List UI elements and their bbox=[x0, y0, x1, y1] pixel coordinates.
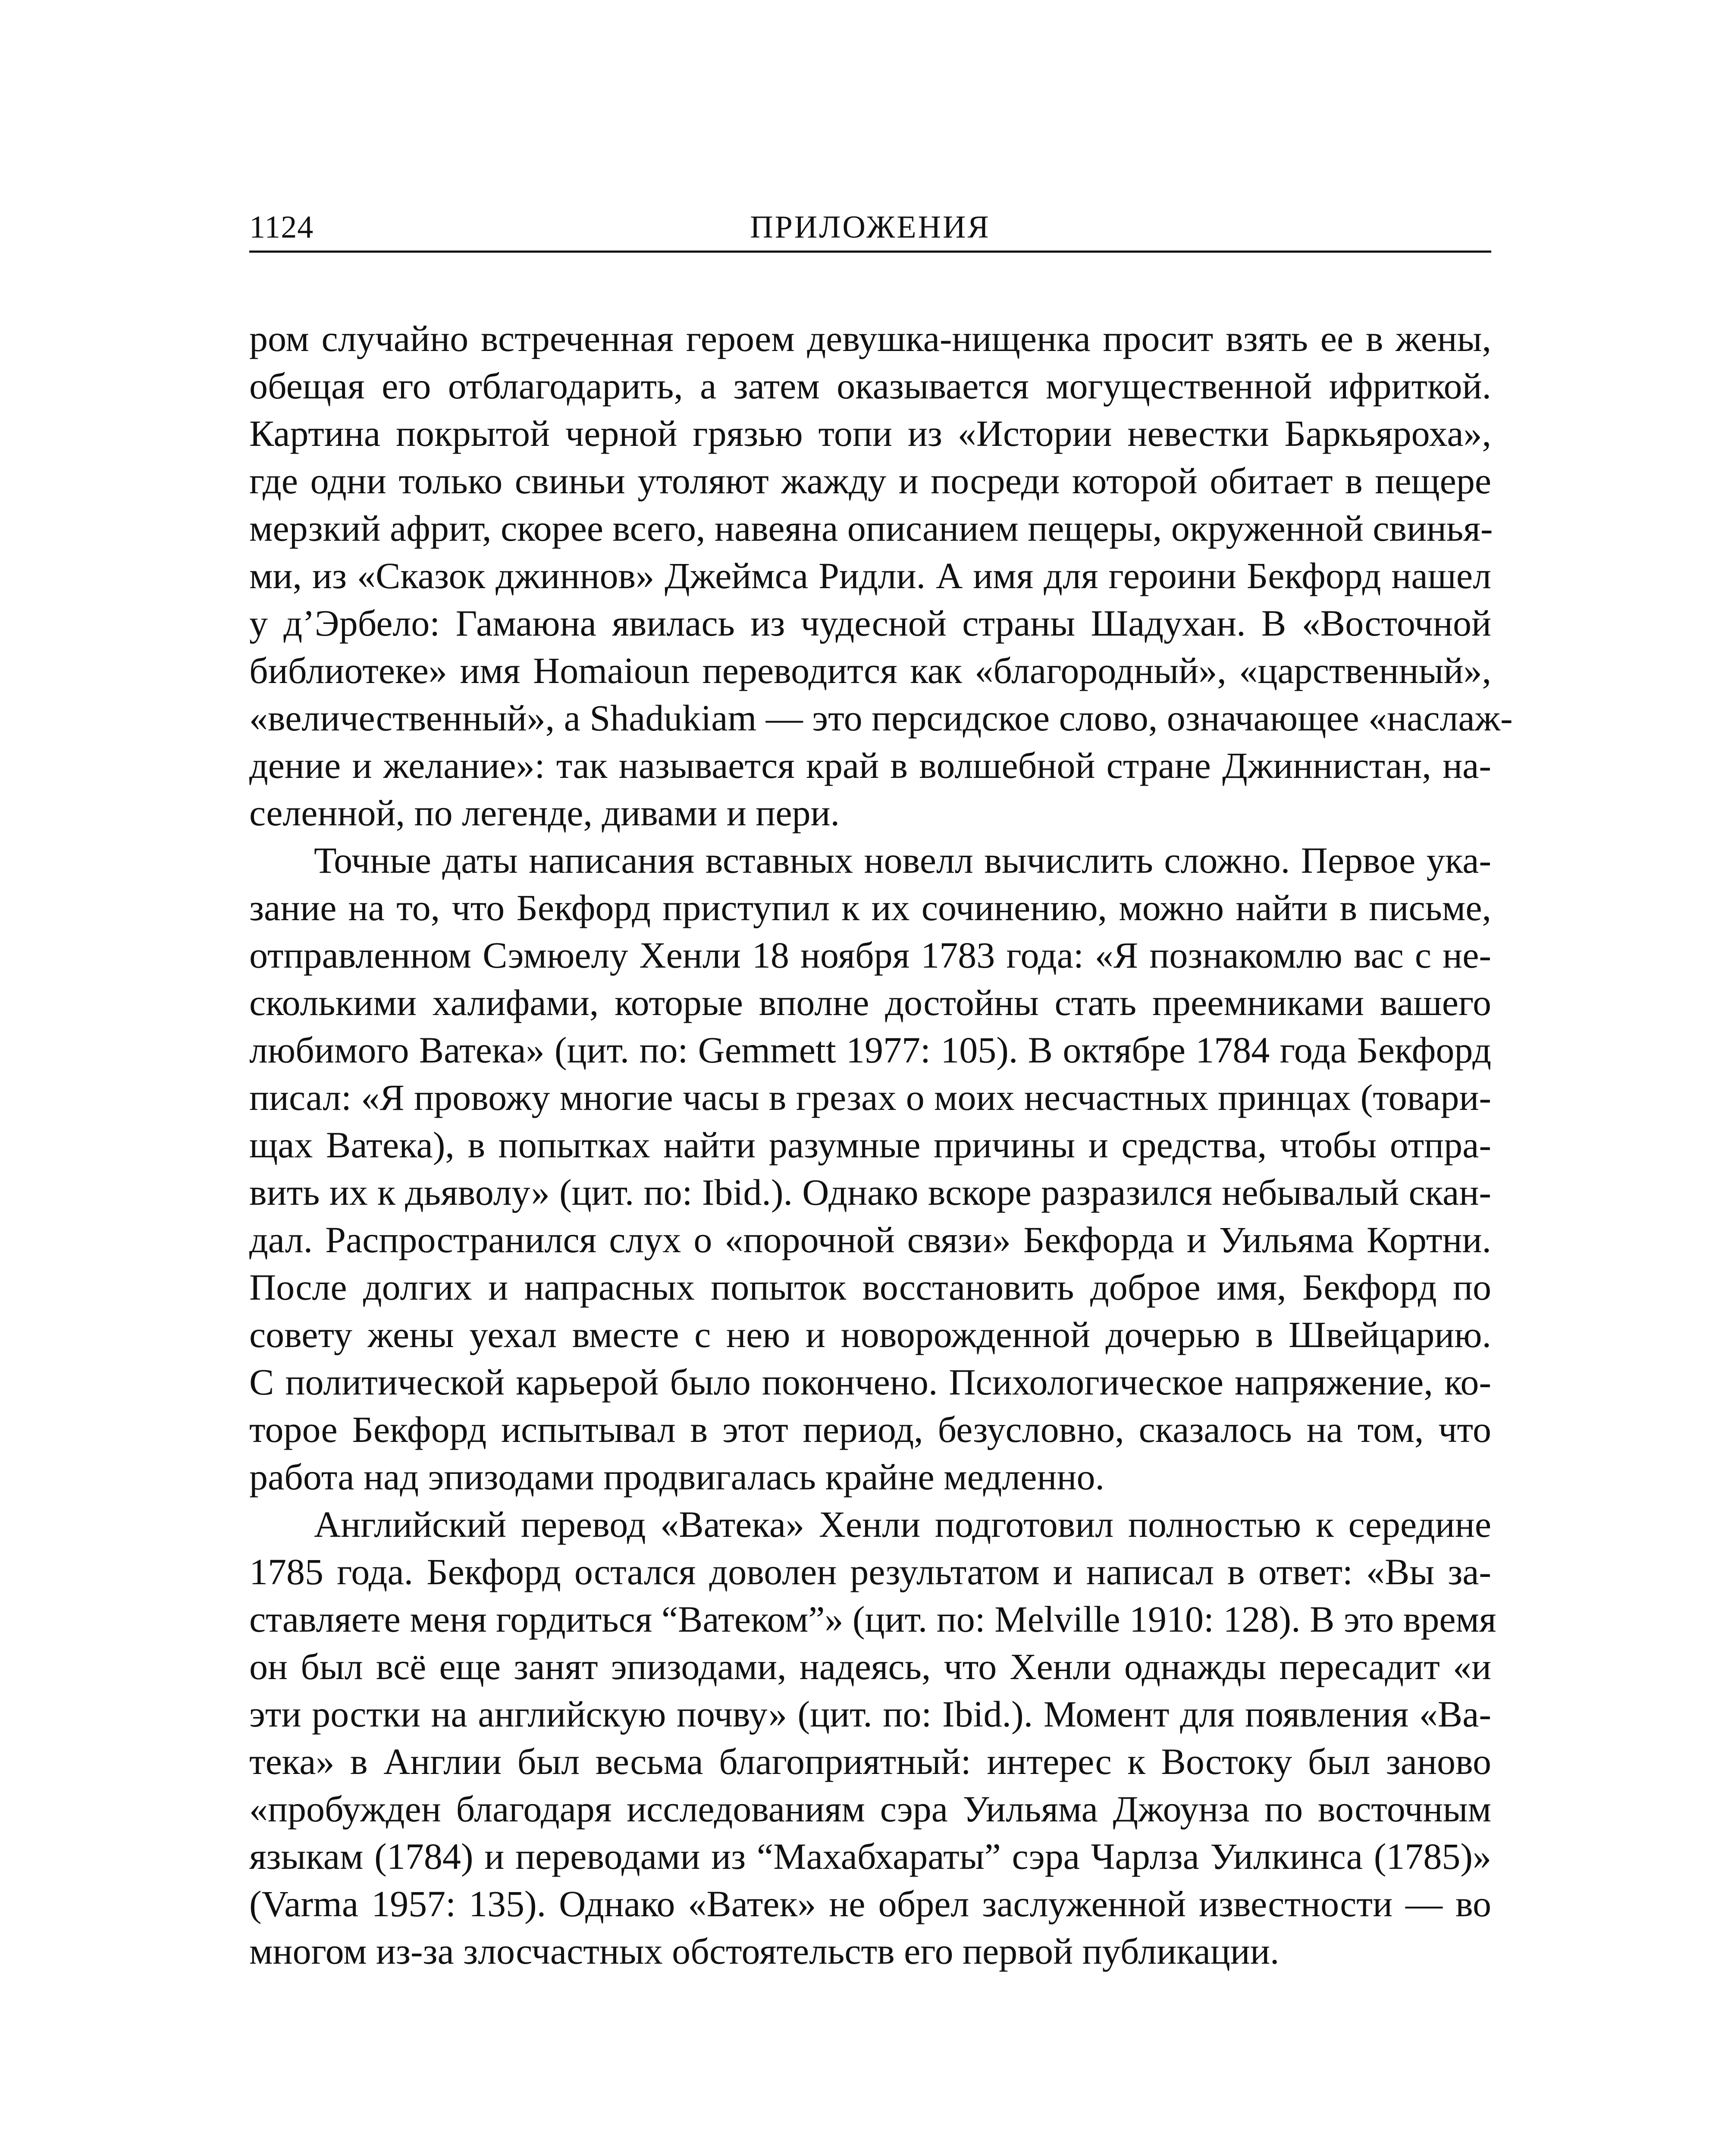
text-line: эти ростки на английскую почву» (цит. по: Ibid.). Момент для появления «Ва- bbox=[249, 1693, 1491, 1735]
text-line: ми, из «Сказок джиннов» Джеймса Ридли. А имя для героини Бекфорд нашел bbox=[249, 555, 1491, 596]
paragraph-3 bbox=[249, 1501, 1496, 1975]
text-line: торое Бекфорд испытывал в этот период, безусловно, сказалось на том, что bbox=[249, 1409, 1491, 1450]
text-line: Картина покрытой черной грязью топи из «Истории невестки Баркьяроха», bbox=[249, 413, 1491, 454]
text-line: (Varma 1957: 135). Однако «Ватек» не обрел заслуженной известности — во bbox=[249, 1883, 1491, 1924]
text-line: Английский перевод «Ватека» Хенли подготовил полностью к середине bbox=[314, 1504, 1491, 1545]
text-line: отправленном Сэмюелу Хенли 18 ноября 1783 года: «Я познакомлю вас с не- bbox=[249, 934, 1491, 976]
text-line: работа над эпизодами продвигалась крайне медленно. bbox=[249, 1456, 1104, 1498]
text-line: «пробужден благодаря исследованиям сэра Уильяма Джоунза по восточным bbox=[249, 1788, 1491, 1830]
text-line: тека» в Англии был весьма благоприятный: интерес к Востоку был заново bbox=[249, 1741, 1491, 1782]
text-line: селенной, по легенде, дивами и пери. bbox=[249, 792, 840, 834]
text-line: щах Ватека), в попытках найти разумные причины и средства, чтобы отпра- bbox=[249, 1124, 1491, 1166]
text-line: многом из-за злосчастных обстоятельств его первой публикации. bbox=[249, 1930, 1280, 1972]
paragraph-2 bbox=[249, 837, 1491, 1501]
text-line: он был всё еще занят эпизодами, надеясь, что Хенли однажды пересадит «и bbox=[249, 1646, 1491, 1687]
text-line: С политической карьерой было покончено. Психологическое напряжение, ко- bbox=[249, 1361, 1491, 1403]
text-line: мерзкий африт, скорее всего, навеяна описанием пещеры, окруженной свинья- bbox=[249, 508, 1493, 549]
text-line: совету жены уехал вместе с нею и новорожденной дочерью в Швейцарию. bbox=[249, 1314, 1491, 1355]
header-rule bbox=[249, 251, 1491, 253]
running-title: ПРИЛОЖЕНИЯ bbox=[750, 210, 991, 245]
page-number: 1124 bbox=[249, 210, 314, 245]
text-line: ром случайно встреченная героем девушка-нищенка просит взять ее в жены, bbox=[249, 318, 1491, 359]
text-line: языкам (1784) и переводами из “Махабхараты” сэра Чарлза Уилкинса (1785)» bbox=[249, 1836, 1491, 1877]
text-line: обещая его отблагодарить, а затем оказывается могущественной ифриткой. bbox=[249, 365, 1491, 407]
text-line: вить их к дьяволу» (цит. по: Ibid.). Однако вскоре разразился небывалый скан- bbox=[249, 1172, 1491, 1213]
text-line: ставляете меня гордиться “Ватеком”» (цит. по: Melville 1910: 128). В это время bbox=[249, 1598, 1496, 1640]
text-line: «величественный», а Shadukiam — это персидское слово, означающее «наслаж- bbox=[249, 697, 1513, 739]
text-line: писал: «Я провожу многие часы в грезах о моих несчастных принцах (товари- bbox=[249, 1077, 1491, 1118]
text-line: любимого Ватека» (цит. по: Gemmett 1977: 105). В октябре 1784 года Бекфорд bbox=[249, 1029, 1491, 1071]
text-line: После долгих и напрасных попыток восстановить доброе имя, Бекфорд по bbox=[249, 1266, 1491, 1308]
text-line: зание на то, что Бекфорд приступил к их сочинению, можно найти в письме, bbox=[249, 887, 1491, 928]
text-line: сколькими халифами, которые вполне достойны стать преемниками вашего bbox=[249, 982, 1491, 1023]
text-line: где одни только свиньи утоляют жажду и посреди которой обитает в пещере bbox=[249, 460, 1491, 501]
paragraph-1 bbox=[249, 315, 1513, 837]
text-line: дал. Распространился слух о «порочной связи» Бекфорда и Уильяма Кортни. bbox=[249, 1219, 1491, 1260]
body-text bbox=[249, 315, 1513, 1975]
text-line: 1785 года. Бекфорд остался доволен результатом и написал в ответ: «Вы за- bbox=[249, 1551, 1491, 1592]
page-header bbox=[249, 203, 1491, 250]
text-line: у д’Эрбело: Гамаюна явилась из чудесной страны Шадухан. В «Восточной bbox=[249, 602, 1491, 644]
text-line: дение и желание»: так называется край в волшебной стране Джиннистан, на- bbox=[249, 745, 1491, 786]
text-line: библиотеке» имя Homaioun переводится как «благородный», «царственный», bbox=[249, 650, 1491, 691]
text-line: Точные даты написания вставных новелл вычислить сложно. Первое ука- bbox=[314, 840, 1491, 881]
